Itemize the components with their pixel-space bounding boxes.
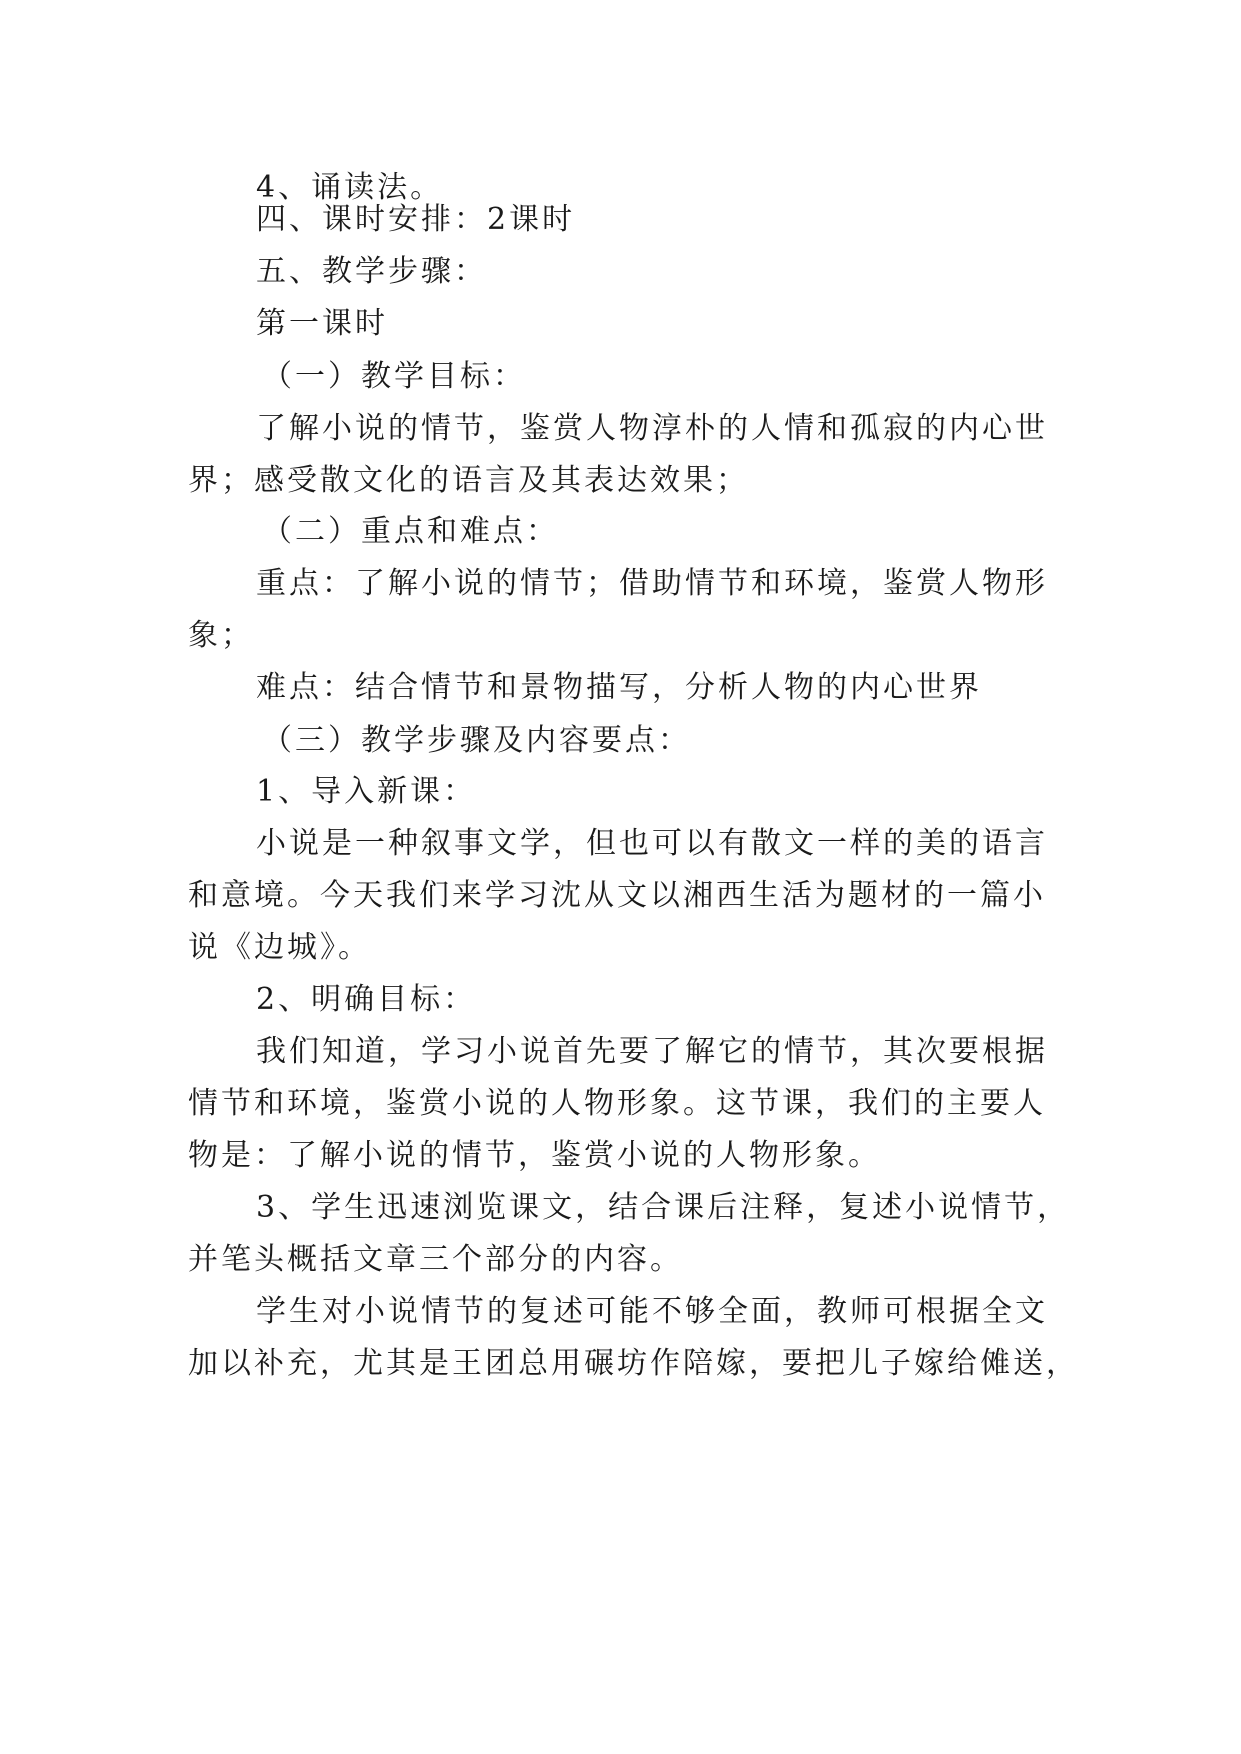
paragraph-line: 了解小说的情节，鉴赏人物淳朴的人情和孤寂的内心世 (256, 411, 1048, 446)
paragraph-line: 五、教学步骤： (256, 254, 487, 289)
paragraph-line: （二）重点和难点： (262, 514, 559, 549)
paragraph-line: 我们知道，学习小说首先要了解它的情节，其次要根据 (256, 1034, 1048, 1069)
paragraph-line: 2、明确目标： (256, 982, 477, 1017)
paragraph-line: 难点：结合情节和景物描写，分析人物的内心世界 (256, 670, 982, 705)
paragraph-line: （三）教学步骤及内容要点： (262, 723, 691, 758)
paragraph-line: 4、诵读法。 (256, 170, 444, 205)
paragraph-line: 小说是一种叙事文学，但也可以有散文一样的美的语言 (256, 826, 1048, 861)
paragraph-line: 情节和环境，鉴赏小说的人物形象。这节课，我们的主要人 (188, 1086, 1046, 1121)
paragraph-line: 四、课时安排：2课时 (256, 202, 576, 237)
paragraph-line: 学生对小说情节的复述可能不够全面，教师可根据全文 (256, 1294, 1048, 1329)
paragraph-line: 说《边城》。 (188, 930, 371, 965)
paragraph-line: 物是：了解小说的情节，鉴赏小说的人物形象。 (188, 1138, 881, 1173)
paragraph-line: 界；感受散文化的语言及其表达效果； (188, 463, 749, 498)
paragraph-line: （一）教学目标： (262, 359, 526, 394)
paragraph-line: 和意境。今天我们来学习沈从文以湘西生活为题材的一篇小 (188, 878, 1046, 913)
paragraph-line: 第一课时 (256, 306, 388, 341)
paragraph-line: 重点：了解小说的情节；借助情节和环境，鉴赏人物形 (256, 566, 1048, 601)
paragraph-line: 并笔头概括文章三个部分的内容。 (188, 1242, 683, 1277)
paragraph-line: 加以补充，尤其是王团总用碾坊作陪嫁，要把儿子嫁给傩送， (188, 1346, 1079, 1381)
paragraph-line: 1、导入新课： (256, 774, 477, 809)
paragraph-line: 象； (188, 618, 254, 653)
paragraph-line: 3、学生迅速浏览课文，结合课后注释，复述小说情节， (256, 1190, 1071, 1225)
